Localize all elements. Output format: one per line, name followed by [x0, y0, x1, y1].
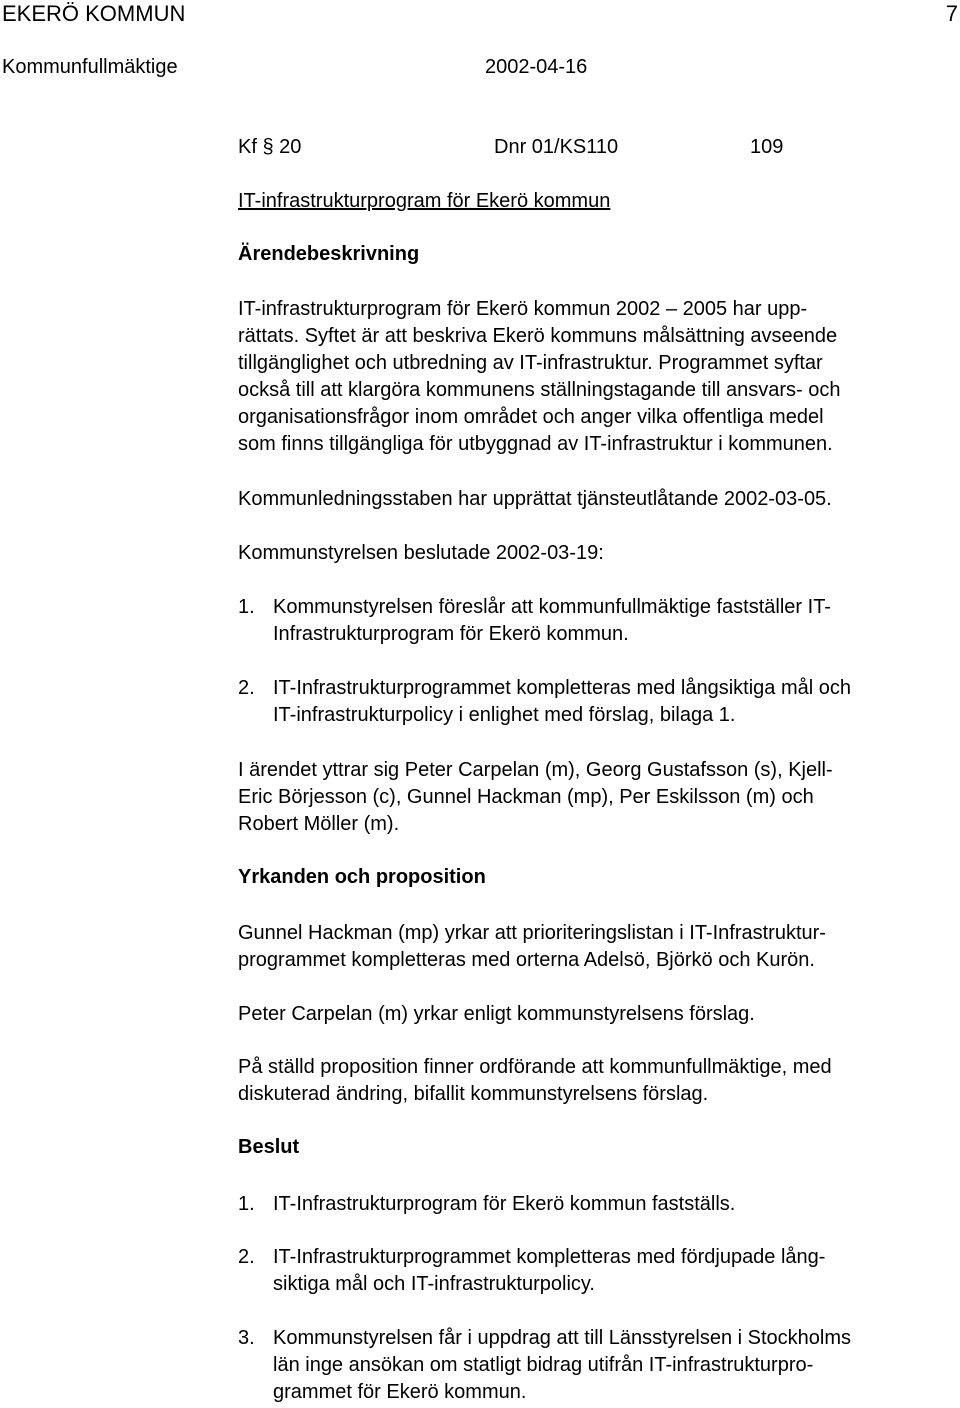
carpelan-motion: Peter Carpelan (m) yrkar enligt kommunstyrelsens förslag. [238, 1003, 755, 1025]
speakers-line: Eric Börjesson (c), Gunnel Hackman (mp), Per Eskilsson (m) och [238, 786, 814, 808]
decision-item-text [273, 1325, 938, 1406]
proposition-paragraph [238, 1054, 938, 1108]
description-heading: Ärendebeskrivning [238, 243, 420, 265]
staff-statement: Kommunledningsstaben har upprättat tjänsteutlåtande 2002-03-05. [238, 488, 832, 510]
board-item-line: IT-infrastrukturpolicy i enlighet med förslag, bilaga 1. [273, 704, 736, 726]
description-paragraph [238, 296, 938, 458]
decision-item-text [273, 1244, 938, 1298]
board-item-line: Kommunstyrelsen föreslår att kommunfullmäktige fastställer IT- [273, 596, 831, 618]
motions-heading: Yrkanden och proposition [238, 866, 486, 888]
header-organization: EKERÖ KOMMUN [2, 1, 186, 26]
description-line: tillgänglighet och utbredning av IT-infrastruktur. Programmet syftar [238, 352, 823, 374]
hackman-line: programmet kompletteras med orterna Adelsö, Björkö och Kurön. [238, 949, 815, 971]
decision-item-number: 3. [238, 1327, 255, 1349]
board-item-line: IT-Infrastrukturprogrammet kompletteras med långsiktiga mål och [273, 677, 851, 699]
speakers-line: Robert Möller (m). [238, 813, 400, 835]
hackman-line: Gunnel Hackman (mp) yrkar att prioriteringslistan i IT-Infrastruktur- [238, 922, 826, 944]
speakers-line: I ärendet yttrar sig Peter Carpelan (m), Georg Gustafsson (s), Kjell- [238, 759, 833, 781]
decision-item-line: siktiga mål och IT-infrastrukturpolicy. [273, 1273, 595, 1295]
proposition-line: diskuterad ändring, bifallit kommunstyrelsens förslag. [238, 1083, 709, 1105]
decision-item-line: Kommunstyrelsen får i uppdrag att till Länsstyrelsen i Stockholms [273, 1327, 852, 1349]
board-decided: Kommunstyrelsen beslutade 2002-03-19: [238, 542, 604, 564]
board-item-line: Infrastrukturprogram för Ekerö kommun. [273, 623, 629, 645]
description-line: organisationsfrågor inom området och anger vilka offentliga medel [238, 406, 824, 428]
description-line: rättats. Syftet är att beskriva Ekerö kommuns målsättning avseende [238, 325, 838, 347]
header-page-number: 7 [945, 1, 958, 26]
decision-item-line: grammet för Ekerö kommun. [273, 1381, 527, 1403]
speakers-paragraph [238, 757, 938, 838]
header-body: Kommunfullmäktige [2, 56, 178, 78]
board-item-text [273, 594, 938, 648]
description-line: som finns tillgängliga för utbyggnad av IT-infrastruktur i kommunen. [238, 433, 833, 455]
proposition-line: På ställd proposition finner ordförande att kommunfullmäktige, med [238, 1056, 832, 1078]
board-item-text [273, 675, 938, 729]
description-line: IT-infrastrukturprogram för Ekerö kommun 2002 – 2005 har upp- [238, 298, 808, 320]
hackman-motion [238, 920, 938, 974]
case-dnr: Dnr 01/KS110 [494, 136, 619, 158]
decision-item-text [273, 1191, 938, 1218]
decision-item-line: län inge ansökan om statligt bidrag utifrån IT-infrastrukturpro- [273, 1354, 814, 1376]
case-number: 109 [750, 136, 784, 158]
description-line: också till att klargöra kommunens ställningstagande till ansvars- och [238, 379, 841, 401]
decision-item-line: IT-Infrastrukturprogram för Ekerö kommun fastställs. [273, 1193, 736, 1215]
decision-item-number: 1. [238, 1193, 255, 1215]
board-item-number: 1. [238, 596, 255, 618]
case-title: IT-infrastrukturprogram för Ekerö kommun [238, 190, 611, 212]
decision-item-line: IT-Infrastrukturprogrammet kompletteras med fördjupade lång- [273, 1246, 826, 1268]
decision-heading: Beslut [238, 1136, 300, 1158]
header-date: 2002-04-16 [485, 56, 588, 78]
board-item-number: 2. [238, 677, 255, 699]
decision-item-number: 2. [238, 1246, 255, 1268]
case-paragraph-ref: Kf § 20 [238, 136, 302, 158]
